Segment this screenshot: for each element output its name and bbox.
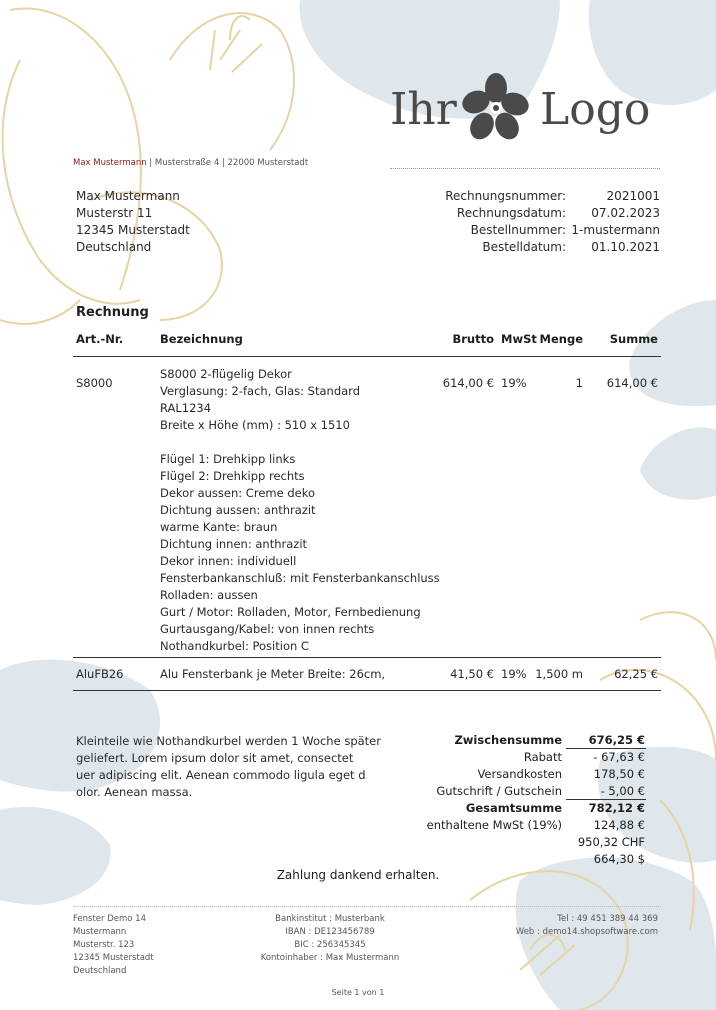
footer-line: Musterstr. 123 bbox=[73, 940, 135, 950]
footer-contact bbox=[478, 913, 658, 939]
row-mwst: 19% bbox=[501, 376, 527, 390]
footer-divider bbox=[73, 906, 661, 907]
footer-phone: Tel : 49 451 389 44 369 bbox=[557, 914, 658, 924]
discount-label: Rabatt bbox=[523, 750, 562, 764]
meta-value: 01.10.2021 bbox=[591, 240, 660, 254]
logo-text-right: Logo bbox=[540, 84, 651, 135]
description-line: Flügel 2: Drehkipp rechts bbox=[160, 469, 305, 483]
meta-label: Rechnungsnummer: bbox=[445, 189, 566, 203]
note-line: uer adipiscing elit. Aenean commodo ligula eget d bbox=[76, 768, 366, 782]
meta-row bbox=[420, 239, 660, 256]
note-line: geliefert. Lorem ipsum dolor sit amet, consectet bbox=[76, 751, 354, 765]
meta-value: 2021001 bbox=[606, 189, 660, 203]
row-brutto: 41,50 € bbox=[450, 667, 494, 681]
description-line: Fensterbankanschluß: mit Fensterbankanschluss bbox=[160, 571, 440, 585]
sender-name: Max Mustermann bbox=[73, 158, 147, 168]
meta-row bbox=[420, 205, 660, 222]
description-line: Dichtung aussen: anthrazit bbox=[160, 503, 316, 517]
total-rule bbox=[566, 799, 646, 800]
header-mwst: MwSt bbox=[501, 332, 537, 346]
header-divider bbox=[390, 168, 660, 169]
voucher-label: Gutschrift / Gutschein bbox=[436, 784, 562, 798]
row-description: Alu Fensterbank je Meter Breite: 26cm, bbox=[160, 667, 386, 681]
header-art-nr: Art.-Nr. bbox=[76, 332, 124, 346]
meta-label: Bestelldatum: bbox=[482, 240, 566, 254]
description-line: Rolladen: aussen bbox=[160, 588, 258, 602]
vat-label: enthaltene MwSt (19%) bbox=[426, 818, 562, 832]
page-number: Seite 1 von 1 bbox=[331, 988, 385, 997]
header-summe: Summe bbox=[609, 332, 658, 346]
note-line: Kleinteile wie Nothandkurbel werden 1 Woche später bbox=[76, 734, 381, 748]
footer-bank bbox=[230, 913, 430, 965]
footer-company bbox=[73, 913, 154, 978]
vat-value: 124,88 € bbox=[593, 818, 645, 832]
description-line: Verglasung: 2-fach, Glas: Standard bbox=[160, 384, 360, 398]
row-divider bbox=[73, 657, 661, 658]
subtotal-rule bbox=[566, 748, 646, 749]
description-line: Flügel 1: Drehkipp links bbox=[160, 452, 296, 466]
meta-label: Bestellnummer: bbox=[470, 223, 566, 237]
meta-row bbox=[420, 222, 660, 239]
table-header-rule bbox=[73, 356, 661, 357]
header-menge: Menge bbox=[539, 332, 583, 346]
grand-total-label: Gesamtsumme bbox=[465, 801, 562, 815]
footer-line: Deutschland bbox=[73, 966, 127, 976]
meta-value: 07.02.2023 bbox=[591, 206, 660, 220]
recipient-address bbox=[76, 188, 190, 256]
row-art-nr: AluFB26 bbox=[76, 667, 124, 681]
document-title: Rechnung bbox=[76, 305, 149, 320]
header-bezeichnung: Bezeichnung bbox=[160, 332, 243, 346]
thanks-text: Zahlung dankend erhalten. bbox=[276, 868, 440, 882]
description-line: RAL1234 bbox=[160, 401, 212, 415]
meta-value: 1-mustermann bbox=[571, 223, 660, 237]
meta-label: Rechnungsdatum: bbox=[456, 206, 566, 220]
shipping-value: 178,50 € bbox=[593, 767, 645, 781]
address-line: 12345 Musterstadt bbox=[76, 223, 190, 237]
subtotal-label: Zwischensumme bbox=[454, 733, 562, 747]
footer-line: Bankinstitut : Musterbank bbox=[275, 914, 385, 924]
discount-value: - 67,63 € bbox=[593, 750, 645, 764]
description-line: warme Kante: braun bbox=[160, 520, 278, 534]
row-brutto: 614,00 € bbox=[442, 376, 494, 390]
footer-line: IBAN : DE123456789 bbox=[285, 927, 375, 937]
footer-line: BIC : 256345345 bbox=[294, 940, 366, 950]
description-line: Gurt / Motor: Rolladen, Motor, Fernbedienung bbox=[160, 605, 421, 619]
flower-icon bbox=[460, 72, 532, 144]
footer-web: Web : demo14.shopsoftware.com bbox=[515, 927, 658, 937]
sender-address: | Musterstraße 4 | 22000 Musterstadt bbox=[146, 158, 309, 168]
description-line: Dekor aussen: Creme deko bbox=[160, 486, 315, 500]
row-art-nr: S8000 bbox=[76, 376, 113, 390]
grand-total-value: 782,12 € bbox=[588, 801, 645, 815]
row-description bbox=[160, 366, 440, 655]
footer-line: Kontoinhaber : Max Mustermann bbox=[260, 953, 400, 963]
description-line: Gurtausgang/Kabel: von innen rechts bbox=[160, 622, 375, 636]
subtotal-value: 676,25 € bbox=[588, 733, 645, 747]
description-line: Dekor innen: individuell bbox=[160, 554, 297, 568]
row-mwst: 19% bbox=[501, 667, 527, 681]
row-summe: 614,00 € bbox=[606, 376, 658, 390]
row-menge: 1,500 m bbox=[535, 667, 583, 681]
meta-row bbox=[420, 188, 660, 205]
footer-line: 12345 Musterstadt bbox=[73, 953, 154, 963]
description-spacer bbox=[160, 434, 440, 451]
description-line: Nothandkurbel: Position C bbox=[160, 639, 309, 653]
address-line: Deutschland bbox=[76, 240, 152, 254]
total-usd-value: 664,30 $ bbox=[593, 852, 645, 866]
logo-text-left: Ihr bbox=[390, 84, 457, 135]
note-line: olor. Aenean massa. bbox=[76, 785, 193, 799]
invoice-meta bbox=[420, 188, 660, 256]
voucher-value: - 5,00 € bbox=[600, 784, 645, 798]
footer-line: Mustermann bbox=[73, 927, 127, 937]
sender-line bbox=[73, 158, 308, 168]
row-summe: 62,25 € bbox=[614, 667, 658, 681]
row-menge: 1 bbox=[575, 376, 583, 390]
shipping-label: Versandkosten bbox=[477, 767, 562, 781]
description-line: Breite x Höhe (mm) : 510 x 1510 bbox=[160, 418, 350, 432]
description-line: S8000 2-flügelig Dekor bbox=[160, 367, 292, 381]
table-bottom-rule bbox=[73, 690, 661, 691]
address-line: Max Mustermann bbox=[76, 189, 180, 203]
total-chf-value: 950,32 CHF bbox=[577, 835, 645, 849]
header-brutto: Brutto bbox=[452, 332, 494, 346]
address-line: Musterstr 11 bbox=[76, 206, 153, 220]
footer-line: Fenster Demo 14 bbox=[73, 914, 147, 924]
description-line: Dichtung innen: anthrazit bbox=[160, 537, 308, 551]
